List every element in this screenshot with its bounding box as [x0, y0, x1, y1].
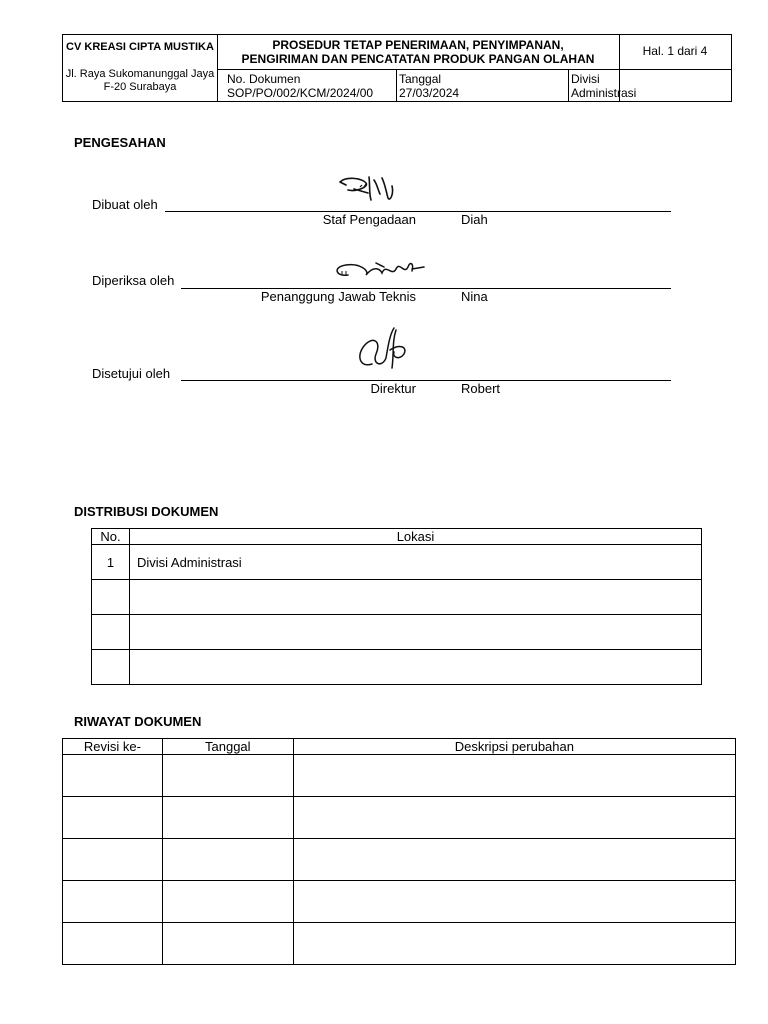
document-title-line-1: PROSEDUR TETAP PENERIMAAN, PENYIMPANAN, — [272, 38, 564, 52]
cell-revision — [63, 881, 163, 923]
division-value: Administrasi — [571, 86, 637, 100]
page-number: Hal. 1 dari 4 — [642, 44, 708, 58]
cell-date — [162, 839, 293, 881]
doc-number-cell — [227, 72, 373, 100]
column-header-no: No. — [92, 529, 130, 545]
division-cell — [571, 72, 636, 100]
signature-diah-image — [336, 172, 402, 206]
cell-location — [129, 615, 701, 650]
cell-location — [129, 650, 701, 685]
cell-description — [293, 923, 735, 965]
division-label: Divisi — [571, 72, 600, 86]
column-header-location: Lokasi — [129, 529, 701, 545]
document-header — [62, 34, 732, 102]
column-header-date: Tanggal — [162, 739, 293, 755]
approval-role-approved: Direktur — [370, 381, 416, 396]
table-header-row — [63, 739, 736, 755]
approval-label-approved: Disetujui oleh — [92, 366, 171, 381]
table-row — [92, 580, 702, 615]
cell-date — [162, 755, 293, 797]
table-header-row — [92, 529, 702, 545]
signature-nina-image — [326, 253, 434, 285]
date-label: Tanggal — [399, 72, 442, 86]
cell-no: 1 — [92, 545, 130, 580]
approval-name-checked: Nina — [461, 289, 488, 304]
table-row — [63, 839, 736, 881]
document-title — [217, 38, 619, 66]
approval-role-prepared: Staf Pengadaan — [322, 212, 416, 227]
cell-date — [162, 881, 293, 923]
column-header-description: Deskripsi perubahan — [293, 739, 735, 755]
table-row — [92, 615, 702, 650]
cell-description — [293, 755, 735, 797]
cell-description — [293, 881, 735, 923]
approval-name-approved: Robert — [461, 381, 501, 396]
approval-role-checked: Penanggung Jawab Teknis — [260, 289, 416, 304]
history-section-title: RIWAYAT DOKUMEN — [74, 714, 202, 729]
approval-label-checked: Diperiksa oleh — [92, 273, 175, 288]
cell-revision — [63, 797, 163, 839]
cell-location: Divisi Administrasi — [129, 545, 701, 580]
date-cell — [399, 72, 459, 100]
distribution-table — [91, 528, 702, 685]
cell-no — [92, 650, 130, 685]
column-header-revision: Revisi ke- — [63, 739, 163, 755]
company-name: CV KREASI CIPTA MUSTIKA — [66, 41, 214, 53]
approval-section-title: PENGESAHAN — [74, 135, 166, 150]
doc-number-value: SOP/PO/002/KCM/2024/00 — [227, 86, 374, 100]
table-row — [63, 881, 736, 923]
company-address: Jl. Raya Sukomanunggal Jaya F-20 Surabaya — [65, 68, 215, 93]
cell-description — [293, 797, 735, 839]
table-row — [63, 755, 736, 797]
cell-revision — [63, 923, 163, 965]
table-row — [92, 650, 702, 685]
cell-no — [92, 580, 130, 615]
cell-location — [129, 580, 701, 615]
header-divider — [396, 69, 397, 101]
table-row — [92, 545, 702, 580]
table-row — [63, 923, 736, 965]
cell-revision — [63, 755, 163, 797]
document-title-line-2: PENGIRIMAN DAN PENCATATAN PRODUK PANGAN OLAHAN — [241, 52, 595, 66]
cell-revision — [63, 839, 163, 881]
header-divider — [568, 69, 569, 101]
doc-number-label: No. Dokumen — [227, 72, 301, 86]
cell-no — [92, 615, 130, 650]
cell-description — [293, 839, 735, 881]
distribution-section-title: DISTRIBUSI DOKUMEN — [74, 504, 219, 519]
cell-date — [162, 797, 293, 839]
approval-name-prepared: Diah — [461, 212, 488, 227]
date-value: 27/03/2024 — [399, 86, 460, 100]
approval-label-prepared: Dibuat oleh — [92, 197, 158, 212]
history-table — [62, 738, 736, 965]
table-row — [63, 797, 736, 839]
signature-robert-image — [352, 324, 416, 380]
header-divider — [217, 69, 731, 70]
cell-date — [162, 923, 293, 965]
